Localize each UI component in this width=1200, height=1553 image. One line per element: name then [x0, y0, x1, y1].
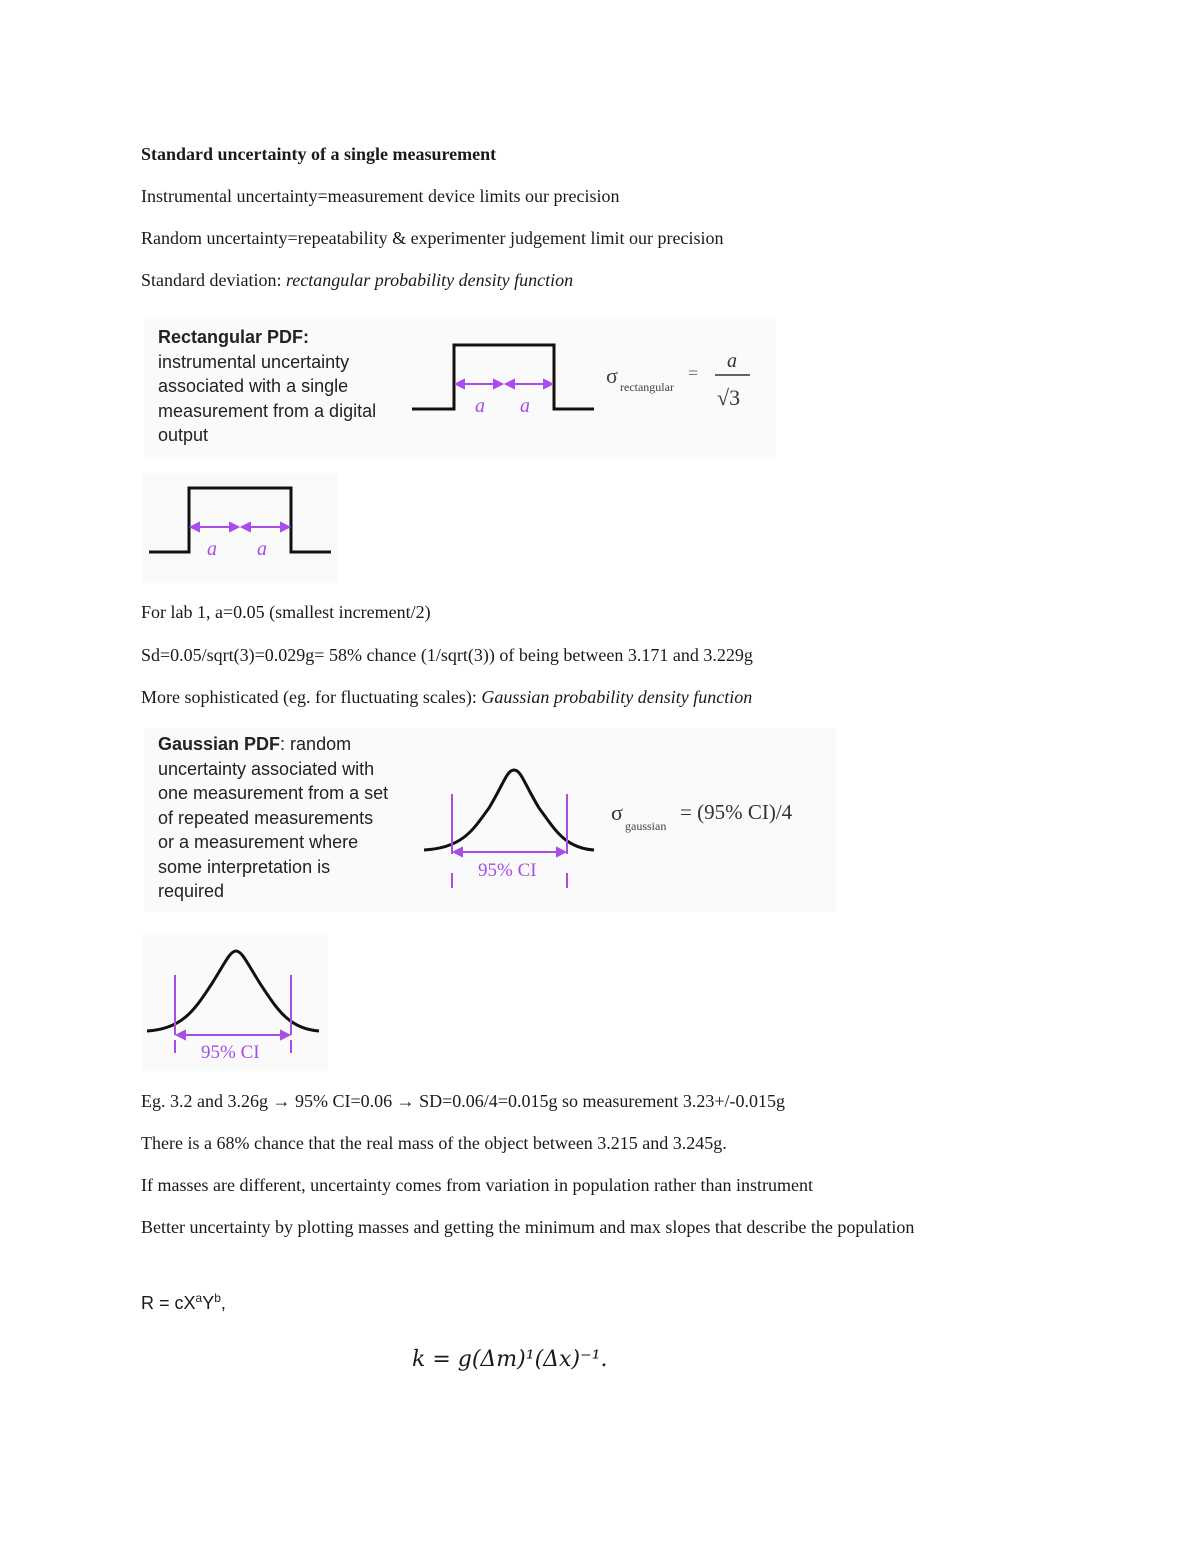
random-line: Random uncertainty=repeatability & experimenter judgement limit our precision: [141, 228, 724, 248]
sd-calc-line: Sd=0.05/sqrt(3)=0.029g= 58% chance (1/sqrt(3)) of being between 3.171 and 3.229g: [141, 645, 753, 665]
rect-pdf-shape: [412, 345, 594, 409]
gauss-desc-3: of repeated measurements: [158, 807, 374, 828]
gauss-italic: Gaussian probability density function: [481, 687, 753, 707]
gauss-pdf-small-diagram: [143, 935, 328, 1071]
formula-k: k = g(Δm)¹(Δx)⁻¹.: [412, 1347, 608, 1372]
rect-pdf-small-shape: [149, 488, 331, 552]
rect-small-arrows: [191, 523, 289, 531]
gauss-ci-label: 95% CI: [478, 860, 537, 881]
rect-desc-1: instrumental uncertainty: [158, 351, 350, 372]
formula-r-sup-a: a: [195, 1291, 203, 1305]
chance68-line: There is a 68% chance that the real mass of the object between 3.215 and 3.245g.: [141, 1133, 727, 1153]
rect-numerator: a: [727, 350, 737, 372]
rect-pdf-diagram: [144, 317, 776, 457]
rectangular-pdf-figure: [144, 317, 776, 457]
rect-sigma: σ: [606, 363, 618, 388]
rect-denominator: √3: [717, 385, 741, 410]
rect-panel-title: Rectangular PDF:: [158, 327, 310, 347]
formula-r-lhs: R = cX: [141, 1293, 196, 1313]
gauss-desc-1: uncertainty associated with: [158, 758, 375, 779]
gauss-desc-4: or a measurement where: [158, 832, 359, 852]
gaussian-pdf-small-figure: [143, 935, 328, 1071]
gauss-panel-title: Gaussian PDF: [158, 734, 281, 754]
instrumental-line: Instrumental uncertainty=measurement device limits our precision: [141, 186, 620, 206]
gauss-desc-6: required: [158, 881, 225, 901]
gauss-panel-title-rest: : random: [280, 734, 352, 754]
rect-arrows: [456, 380, 552, 388]
gauss-small-ci-label: 95% CI: [201, 1042, 260, 1063]
rectangular-pdf-small-figure: [143, 473, 338, 583]
eg-line: Eg. 3.2 and 3.26g → 95% CI=0.06 → SD=0.06/4=0.015g so measurement 3.23+/-0.015g: [141, 1091, 786, 1111]
rect-small-label-a-2: a: [257, 538, 267, 560]
sd-rect-italic: rectangular probability density function: [285, 270, 574, 290]
formula-r-sup-b: b: [214, 1291, 221, 1305]
rect-label-a-1: a: [475, 395, 485, 417]
rect-small-label-a-1: a: [207, 538, 217, 560]
gauss-formula: = (95% CI)/4: [680, 800, 793, 824]
rect-equals: =: [688, 363, 699, 383]
gaussian-pdf-figure: [144, 728, 836, 912]
gauss-sigma-sub: gaussian: [625, 819, 667, 833]
gauss-desc-2: one measurement from a set: [158, 783, 389, 803]
gauss-small-arrow: [177, 1031, 289, 1039]
gauss-pdf-diagram: [144, 728, 836, 912]
better-line: Better uncertainty by plotting masses and getting the minimum and max slopes that describe the population: [141, 1217, 915, 1237]
sd-rect-prefix: Standard deviation:: [141, 270, 286, 290]
rect-desc-2: associated with a single: [158, 376, 349, 396]
gauss-small-curve: [147, 951, 319, 1031]
formula-r-tail: ,: [220, 1293, 226, 1313]
rect-desc-3: measurement from a digital: [158, 400, 377, 421]
gauss-line: [141, 683, 752, 711]
masses-diff-line: If masses are different, uncertainty comes from variation in population rather than instrument: [141, 1175, 813, 1195]
gauss-prefix: More sophisticated (eg. for fluctuating scales):: [141, 687, 482, 707]
rect-pdf-small-diagram: [143, 473, 338, 583]
gauss-curve: [424, 770, 594, 850]
formula-r-y: Y: [202, 1293, 215, 1313]
sd-rect-line: [141, 266, 573, 294]
rect-desc-4: output: [158, 425, 209, 445]
section-heading: Standard uncertainty of a single measurement: [141, 144, 497, 164]
rect-label-a-2: a: [520, 395, 530, 417]
lab1-line: For lab 1, a=0.05 (smallest increment/2): [141, 602, 431, 622]
gauss-desc-5: some interpretation is: [158, 856, 331, 877]
gauss-ci-arrow: [454, 848, 565, 856]
rect-sigma-sub: rectangular: [620, 380, 674, 394]
gauss-sigma: σ: [611, 800, 623, 825]
formula-r: [141, 1289, 226, 1317]
